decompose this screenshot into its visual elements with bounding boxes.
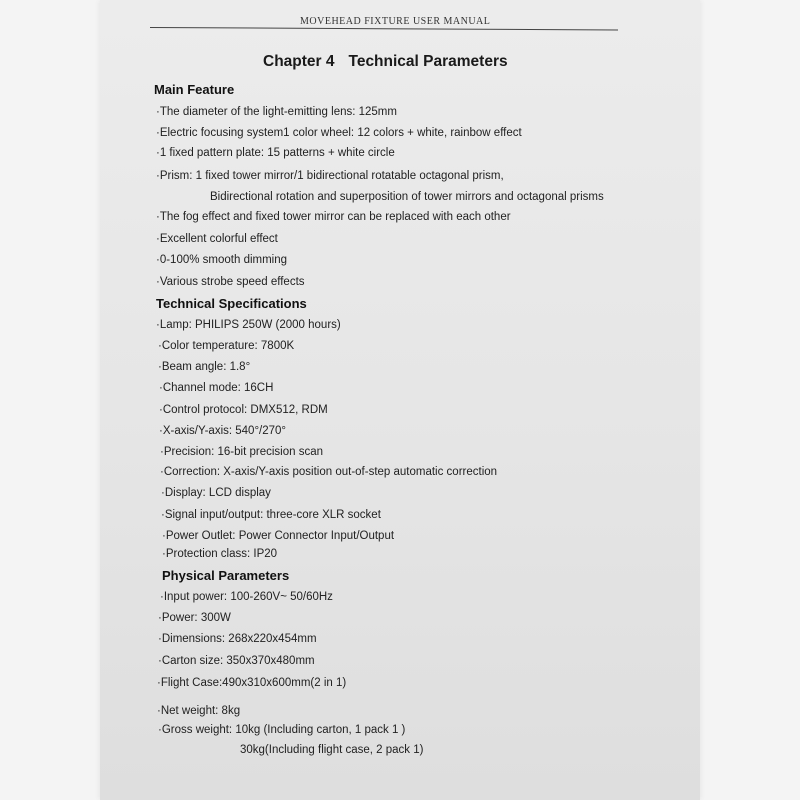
feature-item: ·Electric focusing system1 color wheel: 12 colors + white, rainbow effect [156, 127, 522, 139]
spec-item: ·Display: LCD display [161, 487, 271, 499]
spec-item: ·Beam angle: 1.8° [158, 361, 251, 373]
spec-item: ·Precision: 16-bit precision scan [160, 446, 323, 458]
physical-item-continuation: 30kg(Including flight case, 2 pack 1) [240, 744, 424, 756]
manual-page [100, 0, 700, 800]
spec-item: ·Protection class: IP20 [162, 548, 278, 560]
running-header: MOVEHEAD FIXTURE USER MANUAL [300, 16, 491, 27]
spec-item: ·Control protocol: DMX512, RDM [159, 404, 328, 416]
spec-item: ·Signal input/output: three-core XLR socket [161, 509, 381, 521]
spec-item: ·Power Outlet: Power Connector Input/Output [162, 530, 395, 542]
spec-item: ·X-axis/Y-axis: 540°/270° [159, 425, 287, 437]
physical-item: ·Power: 300W [158, 612, 231, 624]
feature-item: ·The diameter of the light-emitting lens: 125mm [156, 106, 397, 118]
feature-item-continuation: Bidirectional rotation and superposition of tower mirrors and octagonal prisms [210, 191, 604, 203]
spec-item: ·Lamp: PHILIPS 250W (2000 hours) [156, 319, 341, 331]
header-rule [150, 27, 618, 30]
feature-item: ·1 fixed pattern plate: 15 patterns + white circle [156, 147, 395, 159]
physical-item: ·Dimensions: 268x220x454mm [158, 633, 317, 645]
section-heading-main-feature: Main Feature [154, 82, 235, 97]
spec-item: ·Color temperature: 7800K [158, 340, 295, 352]
feature-item: ·The fog effect and fixed tower mirror can be replaced with each other [156, 211, 511, 223]
section-heading-physical-parameters: Physical Parameters [162, 568, 290, 583]
physical-item: ·Carton size: 350x370x480mm [158, 655, 315, 667]
physical-item: ·Net weight: 8kg [157, 705, 241, 717]
feature-item: ·0-100% smooth dimming [156, 254, 288, 266]
spec-item: ·Correction: X-axis/Y-axis position out-of-step automatic correction [160, 466, 498, 478]
chapter-title [263, 53, 508, 71]
feature-item: ·Excellent colorful effect [156, 233, 278, 245]
physical-item: ·Gross weight: 10kg (Including carton, 1 pack 1 ) [158, 724, 406, 736]
chapter-number: Chapter 4 [263, 53, 335, 70]
feature-item: ·Various strobe speed effects [156, 276, 305, 288]
feature-item: ·Prism: 1 fixed tower mirror/1 bidirectional rotatable octagonal prism, [156, 170, 504, 182]
physical-item: ·Input power: 100-260V~ 50/60Hz [160, 591, 333, 603]
physical-item: ·Flight Case:490x310x600mm(2 in 1) [157, 677, 347, 689]
section-heading-technical-specifications: Technical Specifications [156, 296, 307, 311]
chapter-name: Technical Parameters [348, 53, 508, 70]
spec-item: ·Channel mode: 16CH [159, 382, 274, 394]
